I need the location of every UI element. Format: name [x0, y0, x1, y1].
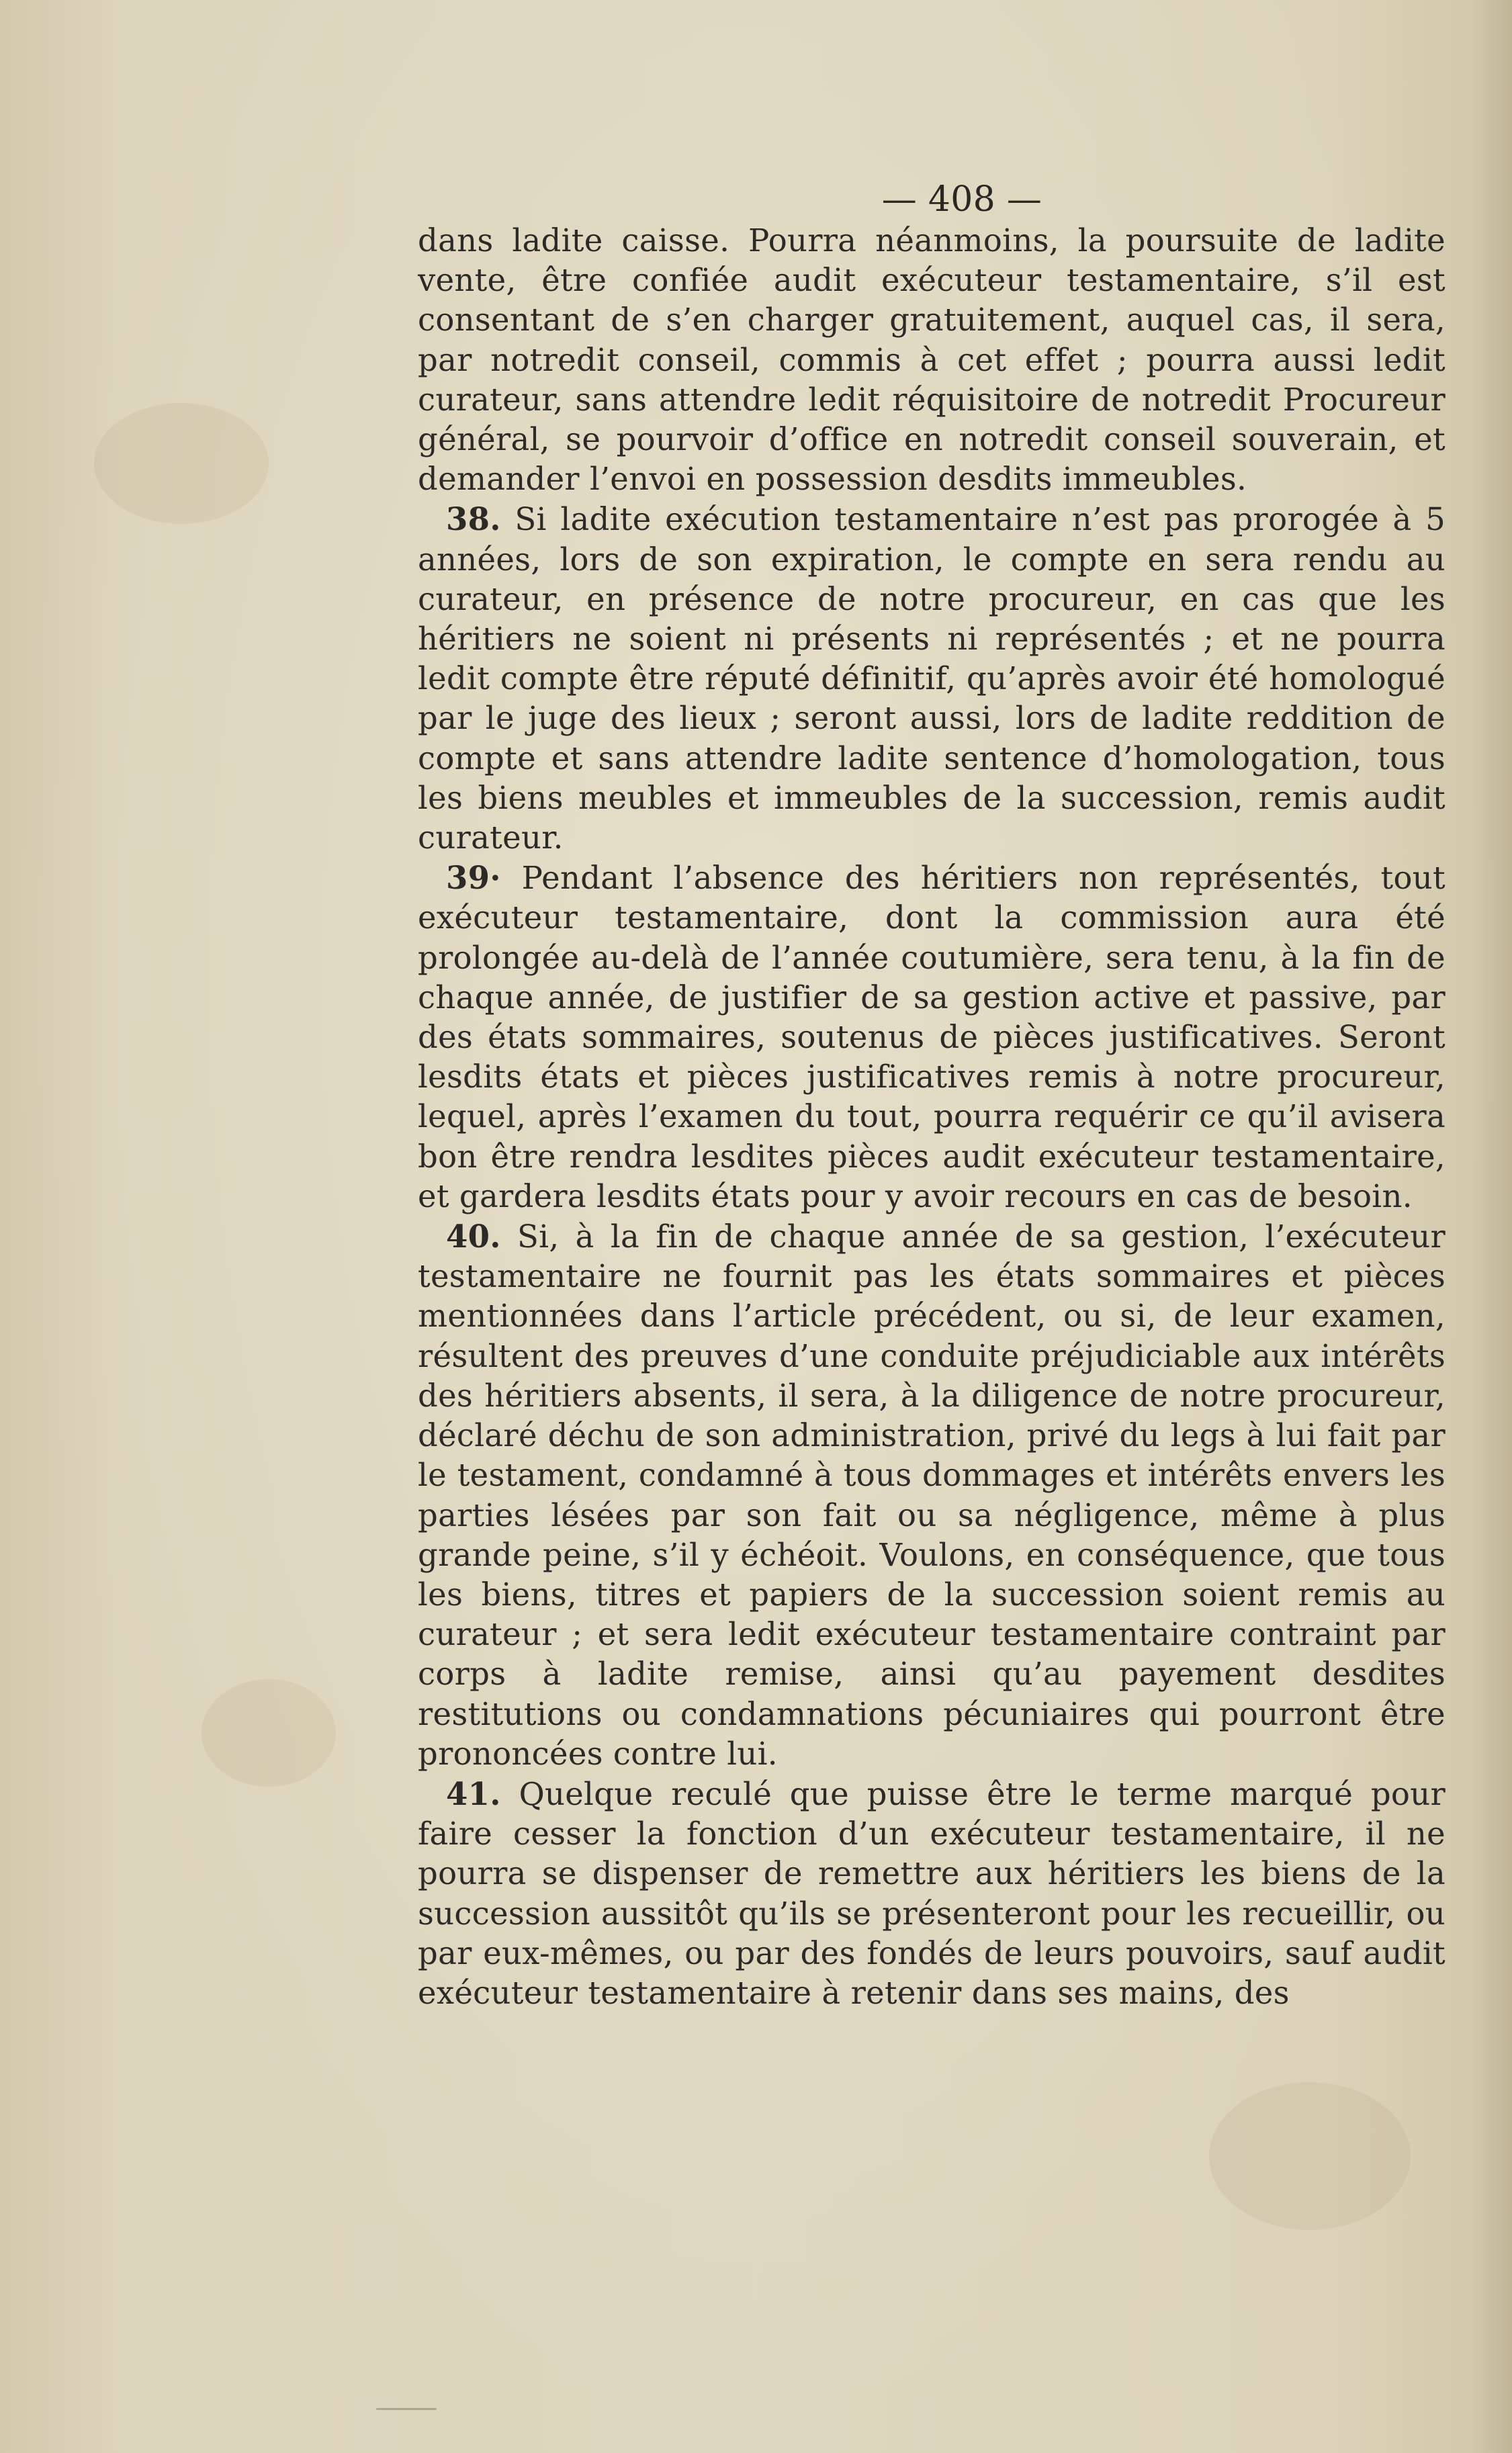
article-text: Pendant l’absence des héritiers non représentés, tout exécuteur testamentaire, dont la commission aura été prolongée au-delà de l’année coutumière, sera tenu, à la fin de chaque année, de justifier de sa gestion active et passive, par des états sommaires, soutenus de pièces justificatives. Seront lesdits états et pièces justificatives remis à notre procureur, lequel, après l’examen du tout, pourra requérir ce qu’il avisera bon être rendra lesdites pièces audit exécuteur testamentaire, et gardera lesdits états pour y avoir recours en cas de besoin. — [418, 860, 1446, 1214]
paper-stain — [202, 1679, 336, 1787]
article-number: 41. — [446, 1775, 501, 1812]
article-text: Si ladite exécution testamentaire n’est pas prorogée à 5 années, lors de son expiration, le compte en sera rendu au curateur, en présence de notre procureur, en cas que les héritiers ne soient ni présents ni représentés ; et ne pourra ledit compte être réputé définitif, qu’après avoir été homologué par le juge des lieux ; seront aussi, lors de ladite reddition de compte et sans attendre ladite sentence d’homologation, tous les biens meubles et immeubles de la succession, remis audit curateur. — [418, 501, 1446, 856]
paper-mark — [376, 2408, 437, 2410]
paragraph-continuation — [418, 221, 1446, 499]
page-edge-shadow — [1472, 0, 1512, 2453]
paragraph-text: dans ladite caisse. Pourra néanmoins, la poursuite de ladite vente, être confiée audit exécuteur testamentaire, s’il est consentant de s’en charger gratuitement, auquel cas, il sera, par notredit conseil, commis à cet effet ; pourra aussi ledit curateur, sans attendre ledit réquisitoire de notredit Procureur général, se pourvoir d’office en notredit conseil souverain, et demander l’envoi en possession desdits immeubles. — [418, 222, 1446, 498]
article-number: 38. — [446, 500, 501, 538]
article-40 — [418, 1216, 1446, 1774]
document-text — [418, 178, 1446, 2013]
article-text: Quelque reculé que puisse être le terme marqué pour faire cesser la fonction d’un exécuteur testamentaire, il ne pourra se dispenser de remettre aux héritiers les biens de la succession aussitôt qu’ils se présenteront pour les recueillir, ou par eux-mêmes, ou par des fondés de leurs pouvoirs, sauf audit exécuteur testamentaire à retenir dans ses mains, des — [418, 1775, 1446, 2011]
article-number: 40. — [446, 1218, 501, 1255]
paper-stain — [94, 403, 269, 524]
article-text: Si, à la fin de chaque année de sa gestion, l’exécuteur testamentaire ne fournit pas les états sommaires et pièces mentionnées dans l’article précédent, ou si, de leur examen, résultent des preuves d’une conduite préjudiciable aux intérêts des héritiers absents, il sera, à la diligence de notre procureur, déclaré déchu de son administration, privé du legs à lui fait par le testament, condamné à tous dommages et intérêts envers les parties lésées par son fait ou sa négligence, même à plus grande peine, s’il y échéoit. Voulons, en conséquence, que tous les biens, titres et papiers de la succession soient remis au curateur ; et sera ledit exécuteur testamentaire contraint par corps à ladite remise, ainsi qu’au payement desdites restitutions ou condamnations pécuniaires qui pourront être prononcées contre lui. — [418, 1218, 1446, 1772]
paper-stain — [1209, 2082, 1411, 2230]
article-39 — [418, 858, 1446, 1216]
article-41 — [418, 1774, 1446, 2013]
article-number: 39· — [446, 859, 501, 897]
page-number: — 408 — — [881, 179, 1042, 220]
article-38 — [418, 499, 1446, 858]
